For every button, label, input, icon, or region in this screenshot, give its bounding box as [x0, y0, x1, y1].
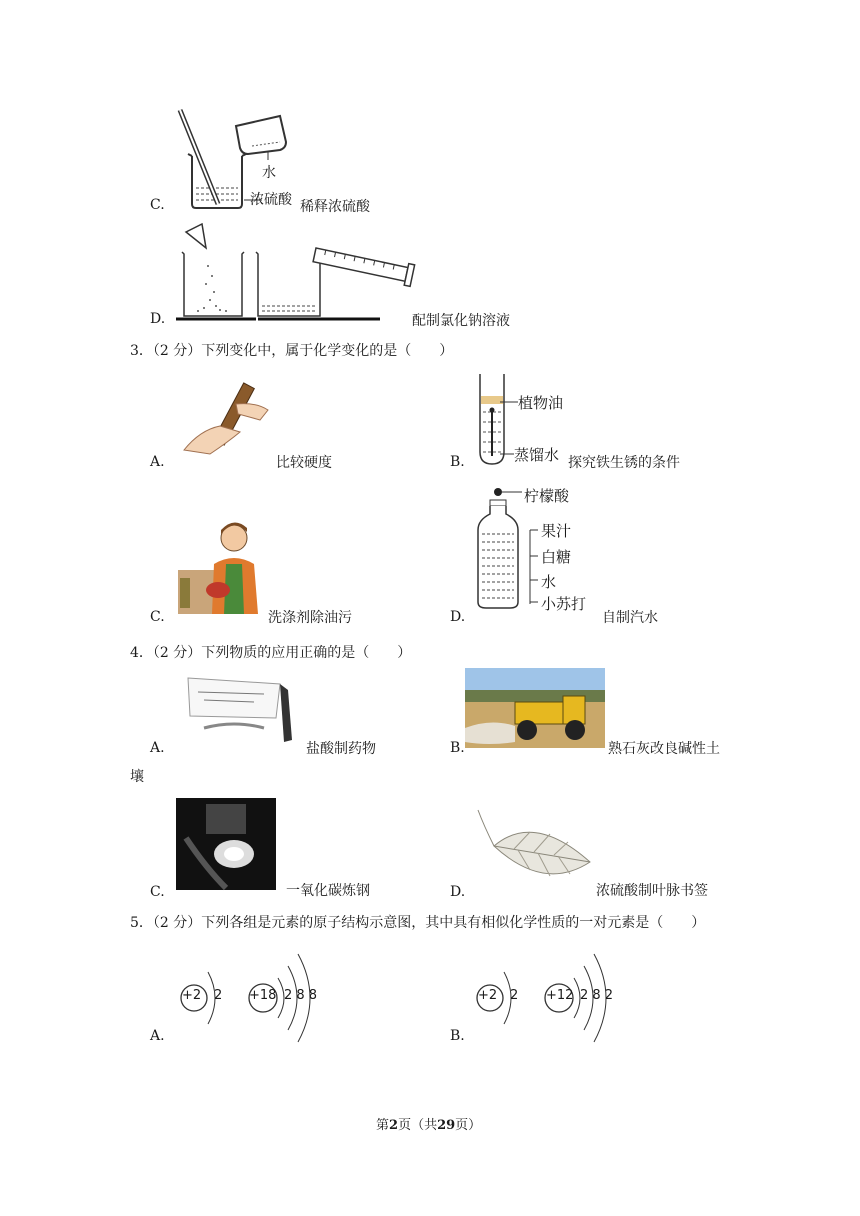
- fig-label-oil: 植物油: [518, 394, 564, 412]
- fig-label-water: 水: [262, 165, 276, 181]
- question-stem: 4．（2 分）下列物质的应用正确的是（ ）: [130, 645, 412, 661]
- atom-electron-counts: 2 8 2: [580, 988, 614, 1003]
- option-caption: 比较硬度: [276, 455, 332, 471]
- option-caption: 自制汽水: [602, 610, 658, 626]
- option-caption-wrap: 壤: [130, 769, 144, 785]
- atom-nucleus-charge: +18: [249, 988, 277, 1003]
- atom-electron-counts: 2 8 8: [284, 988, 318, 1003]
- option-label: A.: [150, 454, 165, 470]
- fig-label-sugar: 白糖: [541, 548, 572, 566]
- medicine-figure: [184, 676, 294, 746]
- option-label: A.: [150, 740, 165, 756]
- steelmaking-figure: [176, 798, 276, 890]
- option-caption: 洗涤剂除油污: [268, 610, 352, 626]
- fig-label-distilled-water: 蒸馏水: [514, 446, 560, 464]
- option-caption: 探究铁生锈的条件: [568, 455, 680, 471]
- footer-prefix: 第: [376, 1118, 390, 1133]
- option-label: B.: [450, 740, 465, 756]
- option-caption: 盐酸制药物: [306, 741, 376, 757]
- atom-nucleus-charge: +2: [182, 988, 202, 1003]
- option-caption: 熟石灰改良碱性土: [608, 741, 720, 757]
- option-label: B.: [450, 1028, 465, 1044]
- total-pages: 29: [437, 1118, 456, 1133]
- fig-leader-line: [500, 400, 520, 404]
- nacl-solution-figure: [176, 222, 416, 322]
- option-caption: 配制氯化钠溶液: [412, 313, 510, 329]
- hardness-compare-figure: [180, 380, 280, 460]
- leaf-skeleton-figure: [474, 806, 594, 890]
- option-label: D.: [450, 609, 466, 625]
- fig-label-juice: 果汁: [541, 522, 572, 540]
- atom-electron-counts: 2: [214, 988, 223, 1003]
- option-label: D.: [150, 311, 166, 327]
- option-label: C.: [150, 609, 165, 625]
- option-label: C.: [150, 197, 165, 213]
- detergent-wash-figure: [178, 518, 274, 614]
- option-caption: 稀释浓硫酸: [300, 199, 370, 215]
- option-label: C.: [150, 884, 165, 900]
- page-number: 2: [389, 1118, 399, 1133]
- farm-tractor-figure: [465, 668, 605, 748]
- option-label: B.: [450, 454, 465, 470]
- footer-middle: 页（共: [398, 1118, 438, 1133]
- option-label: D.: [450, 884, 466, 900]
- fig-label-citric-acid: 柠檬酸: [524, 487, 570, 505]
- page-footer: [376, 1114, 481, 1133]
- question-stem: 3．（2 分）下列变化中，属于化学变化的是（ ）: [130, 343, 454, 359]
- question-stem: 5．（2 分）下列各组是元素的原子结构示意图，其中具有相似化学性质的一对元素是（ ）: [130, 915, 706, 931]
- option-caption: 浓硫酸制叶脉书签: [596, 883, 708, 899]
- option-caption: 一氧化碳炼钢: [286, 883, 370, 899]
- footer-suffix: 页）: [455, 1118, 482, 1133]
- option-label: A.: [150, 1028, 165, 1044]
- atom-nucleus-charge: +12: [546, 988, 574, 1003]
- atom-electron-counts: 2: [510, 988, 519, 1003]
- fig-label-conc-acid: 浓硫酸: [250, 192, 292, 208]
- fig-label-baking-soda: 小苏打: [541, 595, 587, 613]
- fig-label-water: 水: [541, 573, 557, 591]
- atom-nucleus-charge: +2: [478, 988, 498, 1003]
